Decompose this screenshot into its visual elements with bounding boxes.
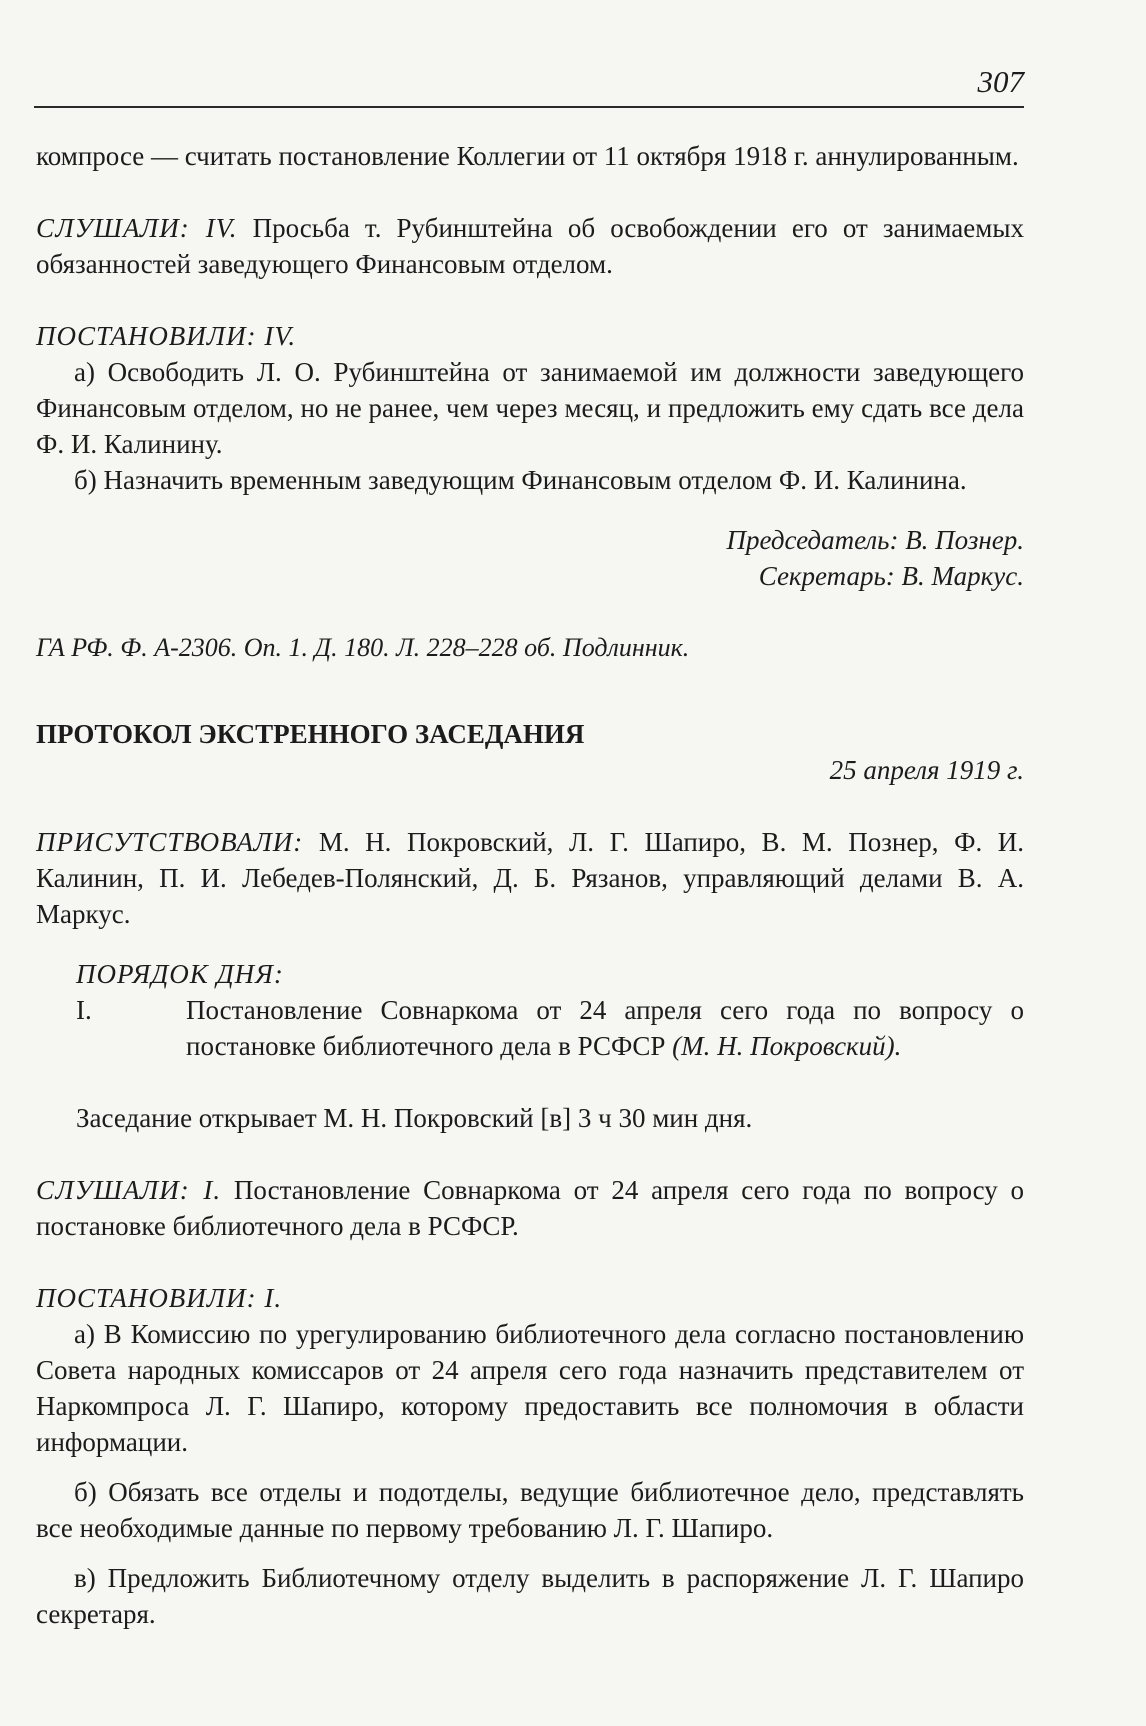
present-label: ПРИСУТСТВОВАЛИ:: [36, 827, 304, 857]
resolved-iv-b: б) Назначить временным заведующим Финансовым отделом Ф. И. Калинина.: [74, 465, 967, 495]
protocol-date: 25 апреля 1919 г.: [829, 755, 1024, 785]
resolved-i-b: б) Обязать все отделы и подотделы, ведущие библиотечное дело, представлять все необходимые данные по первому требованию Л. Г. Шапиро.: [36, 1477, 1024, 1543]
agenda-label: ПОРЯДОК ДНЯ:: [76, 959, 284, 989]
present-paragraph: [36, 824, 1024, 932]
present-text: М. Н. Покровский, Л. Г. Шапиро, В. М. Познер, Ф. И. Калинин, П. И. Лебедев-Полянский, Д. Б. Рязанов, управляющий делами В. А. Маркус.: [36, 827, 1024, 929]
heard-iv-text: Просьба т. Рубинштейна об освобождении его от занимаемых обязанностей заведующего Финансовым отделом.: [36, 213, 1025, 279]
heard-i-text: Постановление Совнаркома от 24 апреля сего года по вопросу о постановке библиотечного дела в РСФСР.: [36, 1175, 1025, 1241]
continuation-paragraph: компросе — считать постановление Коллегии от 11 октября 1918 г. аннулированным.: [36, 141, 1019, 171]
resolved-i-c: в) Предложить Библиотечному отделу выделить в распоряжение Л. Г. Шапиро секретаря.: [36, 1563, 1024, 1629]
page-number: 307: [977, 64, 1024, 99]
chairman-signature: Председатель: В. Познер.: [726, 525, 1024, 555]
resolved-iv-label: ПОСТАНОВИЛИ: IV.: [36, 321, 297, 351]
heard-i: [36, 1172, 1024, 1244]
agenda-item-title: Постановление Совнаркома от 24 апреля сего года по вопросу о постановке библиотечного дела в РСФСР: [186, 995, 1024, 1061]
protocol-title: ПРОТОКОЛ ЭКСТРЕННОГО ЗАСЕДАНИЯ: [36, 719, 585, 749]
resolved-iv-a: а) Освободить Л. О. Рубинштейна от занимаемой им должности заведующего Финансовым отделом, но не ранее, чем через месяц, и предложить ему сдать все дела Ф. И. Калинину.: [36, 357, 1024, 459]
page-content: [36, 138, 1024, 1632]
heard-i-label: СЛУШАЛИ: I.: [36, 1175, 222, 1205]
resolved-i-label: ПОСТАНОВИЛИ: I.: [36, 1283, 283, 1313]
agenda-item-speaker: (М. Н. Покровский).: [672, 1031, 902, 1061]
secretary-signature: Секретарь: В. Маркус.: [758, 561, 1024, 591]
agenda-item-text: [186, 992, 1024, 1064]
heard-iv: [36, 210, 1024, 282]
page-header: [34, 54, 1024, 108]
agenda-item-number: I.: [76, 995, 92, 1025]
resolved-i-a: а) В Комиссию по урегулированию библиотечного дела согласно постановлению Совета народных комиссаров от 24 апреля сего года назначить представителем от Наркомпроса Л. Г. Шапиро, которому предоставить все полномочия в области информации.: [36, 1319, 1024, 1457]
agenda-item: [36, 992, 1024, 1064]
heard-iv-label: СЛУШАЛИ: IV.: [36, 213, 238, 243]
archive-source: ГА РФ. Ф. А-2306. Оп. 1. Д. 180. Л. 228–228 об. Подлинник.: [36, 633, 690, 662]
opening-statement: Заседание открывает М. Н. Покровский [в] 3 ч 30 мин дня.: [76, 1103, 753, 1133]
